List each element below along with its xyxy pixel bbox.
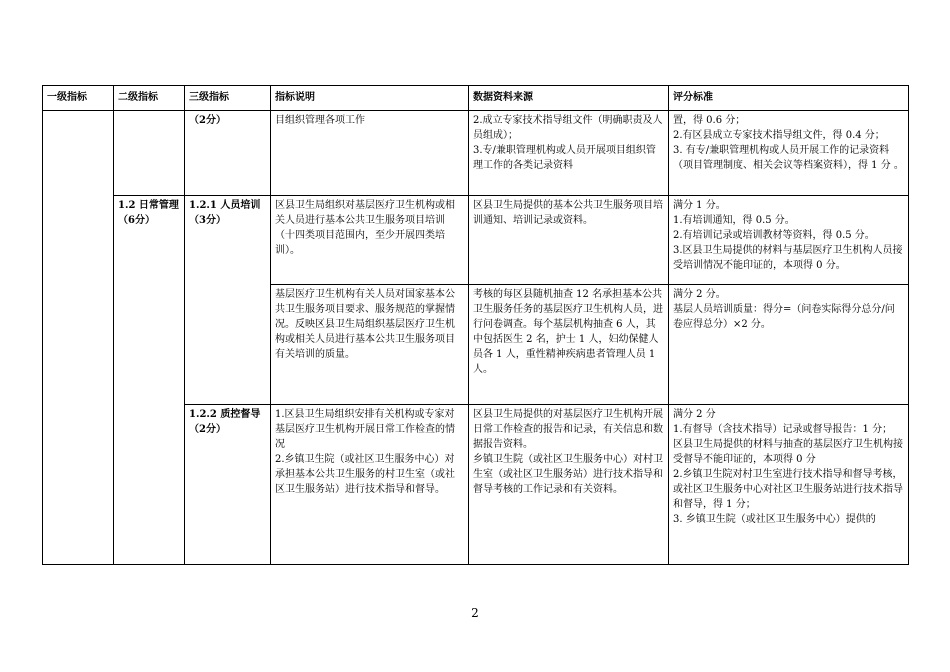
- description-text: 区县卫生局组织对基层医疗卫生机构或相关人员进行基本公共卫生服务项目培训（十四类项目范围内，至少开展四类培训）。: [275, 200, 455, 256]
- source-text: 区县卫生局提供的基本公共卫生服务项目培训通知、培训记录或资料。: [473, 200, 663, 226]
- level3-text: 1.2.1 人员培训: [189, 200, 261, 211]
- cell-scoring: [669, 111, 909, 196]
- header-level1: 一级指标: [43, 86, 114, 111]
- indicator-table: [42, 85, 909, 565]
- level2-text: 1.2 日常管理: [118, 200, 179, 211]
- header-level3: 三级指标: [185, 86, 271, 111]
- header-scoring: 评分标准: [669, 86, 909, 111]
- cell-description: [271, 111, 469, 196]
- source-text: 3.专/兼职管理机构或人员开展项目组织管理工作的各类记录资料: [473, 145, 656, 171]
- scoring-text: 满分 2 分: [673, 409, 716, 420]
- cell-level1: [43, 111, 114, 565]
- source-text: 2.成立专家技术指导组文件（明确职责及人员组成）；: [473, 115, 663, 141]
- scoring-text: 区县卫生局提供的材料与抽查的基层医疗卫生机构接受督导不能印证的，本项得 0 分: [673, 439, 903, 465]
- cell-scoring: [669, 285, 909, 405]
- scoring-text: 置，得 0.6 分；: [673, 115, 746, 126]
- cell-level2: [114, 111, 185, 196]
- cell-level3: [185, 196, 271, 405]
- scoring-text: 3. 乡镇卫生院（或社区卫生服务中心）提供的: [673, 514, 876, 525]
- cell-scoring: [669, 196, 909, 285]
- level3-text: （2分）: [189, 115, 226, 126]
- header-source: 数据资料来源: [469, 86, 669, 111]
- level2-text: （6分）: [118, 215, 155, 226]
- header-level2: 二级指标: [114, 86, 185, 111]
- description-text: 2.乡镇卫生院（或社区卫生服务中心）对承担基本公共卫生服务的村卫生室（或社区卫生服务站）进行技术指导和督导。: [275, 454, 455, 495]
- source-text: 乡镇卫生院（或社区卫生服务中心）对村卫生室（或社区卫生服务站）进行技术指导和督导考核的工作记录和有关资料。: [473, 454, 663, 495]
- cell-scoring: [669, 405, 909, 565]
- cell-description: [271, 405, 469, 565]
- table-header-row: [43, 86, 909, 111]
- cell-level3: [185, 405, 271, 565]
- cell-source: [469, 285, 669, 405]
- scoring-text: 满分 2 分。: [673, 289, 726, 300]
- scoring-text: 2.有区县成立专家技术指导组文件，得 0.4 分；: [673, 130, 885, 141]
- scoring-text: 3.区县卫生局提供的材料与基层医疗卫生机构人员接受培训情况不能印证的，本项得 0 分。: [673, 245, 903, 271]
- scoring-text: 1.有督导（含技术指导）记录或督导报告：1 分；: [673, 424, 893, 435]
- cell-source: [469, 405, 669, 565]
- level3-text: （3分）: [189, 215, 226, 226]
- table-row: [43, 196, 909, 285]
- cell-source: [469, 111, 669, 196]
- cell-level3: [185, 111, 271, 196]
- table-row: [43, 111, 909, 196]
- scoring-text: 3. 有专/兼职管理机构或人员开展工作的记录资料（项目管理制度、相关会议等档案资料），得 1 分 。: [673, 145, 904, 171]
- description-text: 基层医疗卫生机构有关人员对国家基本公共卫生服务项目要求、服务规范的掌握情况。反映区县卫生局组织基层医疗卫生机构或相关人员进行基本公共卫生服务项目有关培训的质量。: [275, 289, 455, 360]
- cell-description: [271, 285, 469, 405]
- cell-level2: [114, 196, 185, 565]
- level3-text: 1.2.2 质控督导（2分）: [189, 409, 261, 435]
- description-text: 1.区县卫生局组织安排有关机构或专家对基层医疗卫生机构开展日常工作检查的情况: [275, 409, 455, 450]
- description-text: 目组织管理各项工作: [275, 115, 365, 126]
- scoring-text: 1.有培训通知，得 0.5 分。: [673, 215, 795, 226]
- scoring-text: 满分 1 分。: [673, 200, 726, 211]
- cell-source: [469, 196, 669, 285]
- scoring-text: 基层人员培训质量：得分=（问卷实际得分总分/问卷应得总分）×2 分。: [673, 304, 895, 330]
- scoring-text: 2.有培训记录或培训教材等资料，得 0.5 分。: [673, 230, 875, 241]
- cell-description: [271, 196, 469, 285]
- header-description: 指标说明: [271, 86, 469, 111]
- source-text: 考核的每区县随机抽查 12 名承担基本公共卫生服务任务的基层医疗卫生机构人员，进行问卷调查。每个基层机构抽查 6 人，其中包括医生 2 名，护士 1 人，妇幼保健人员各 1 人，重性精神疾病患者管理人员 1 人。: [473, 289, 663, 375]
- page-number: 2: [471, 606, 479, 620]
- scoring-text: 2.乡镇卫生院对村卫生室进行技术指导和督导考核，或社区卫生服务中心对社区卫生服务站进行技术指导和督导，得 1 分；: [673, 469, 903, 510]
- source-text: 区县卫生局提供的对基层医疗卫生机构开展日常工作检查的报告和记录，有关信息和数据报告资料。: [473, 409, 663, 450]
